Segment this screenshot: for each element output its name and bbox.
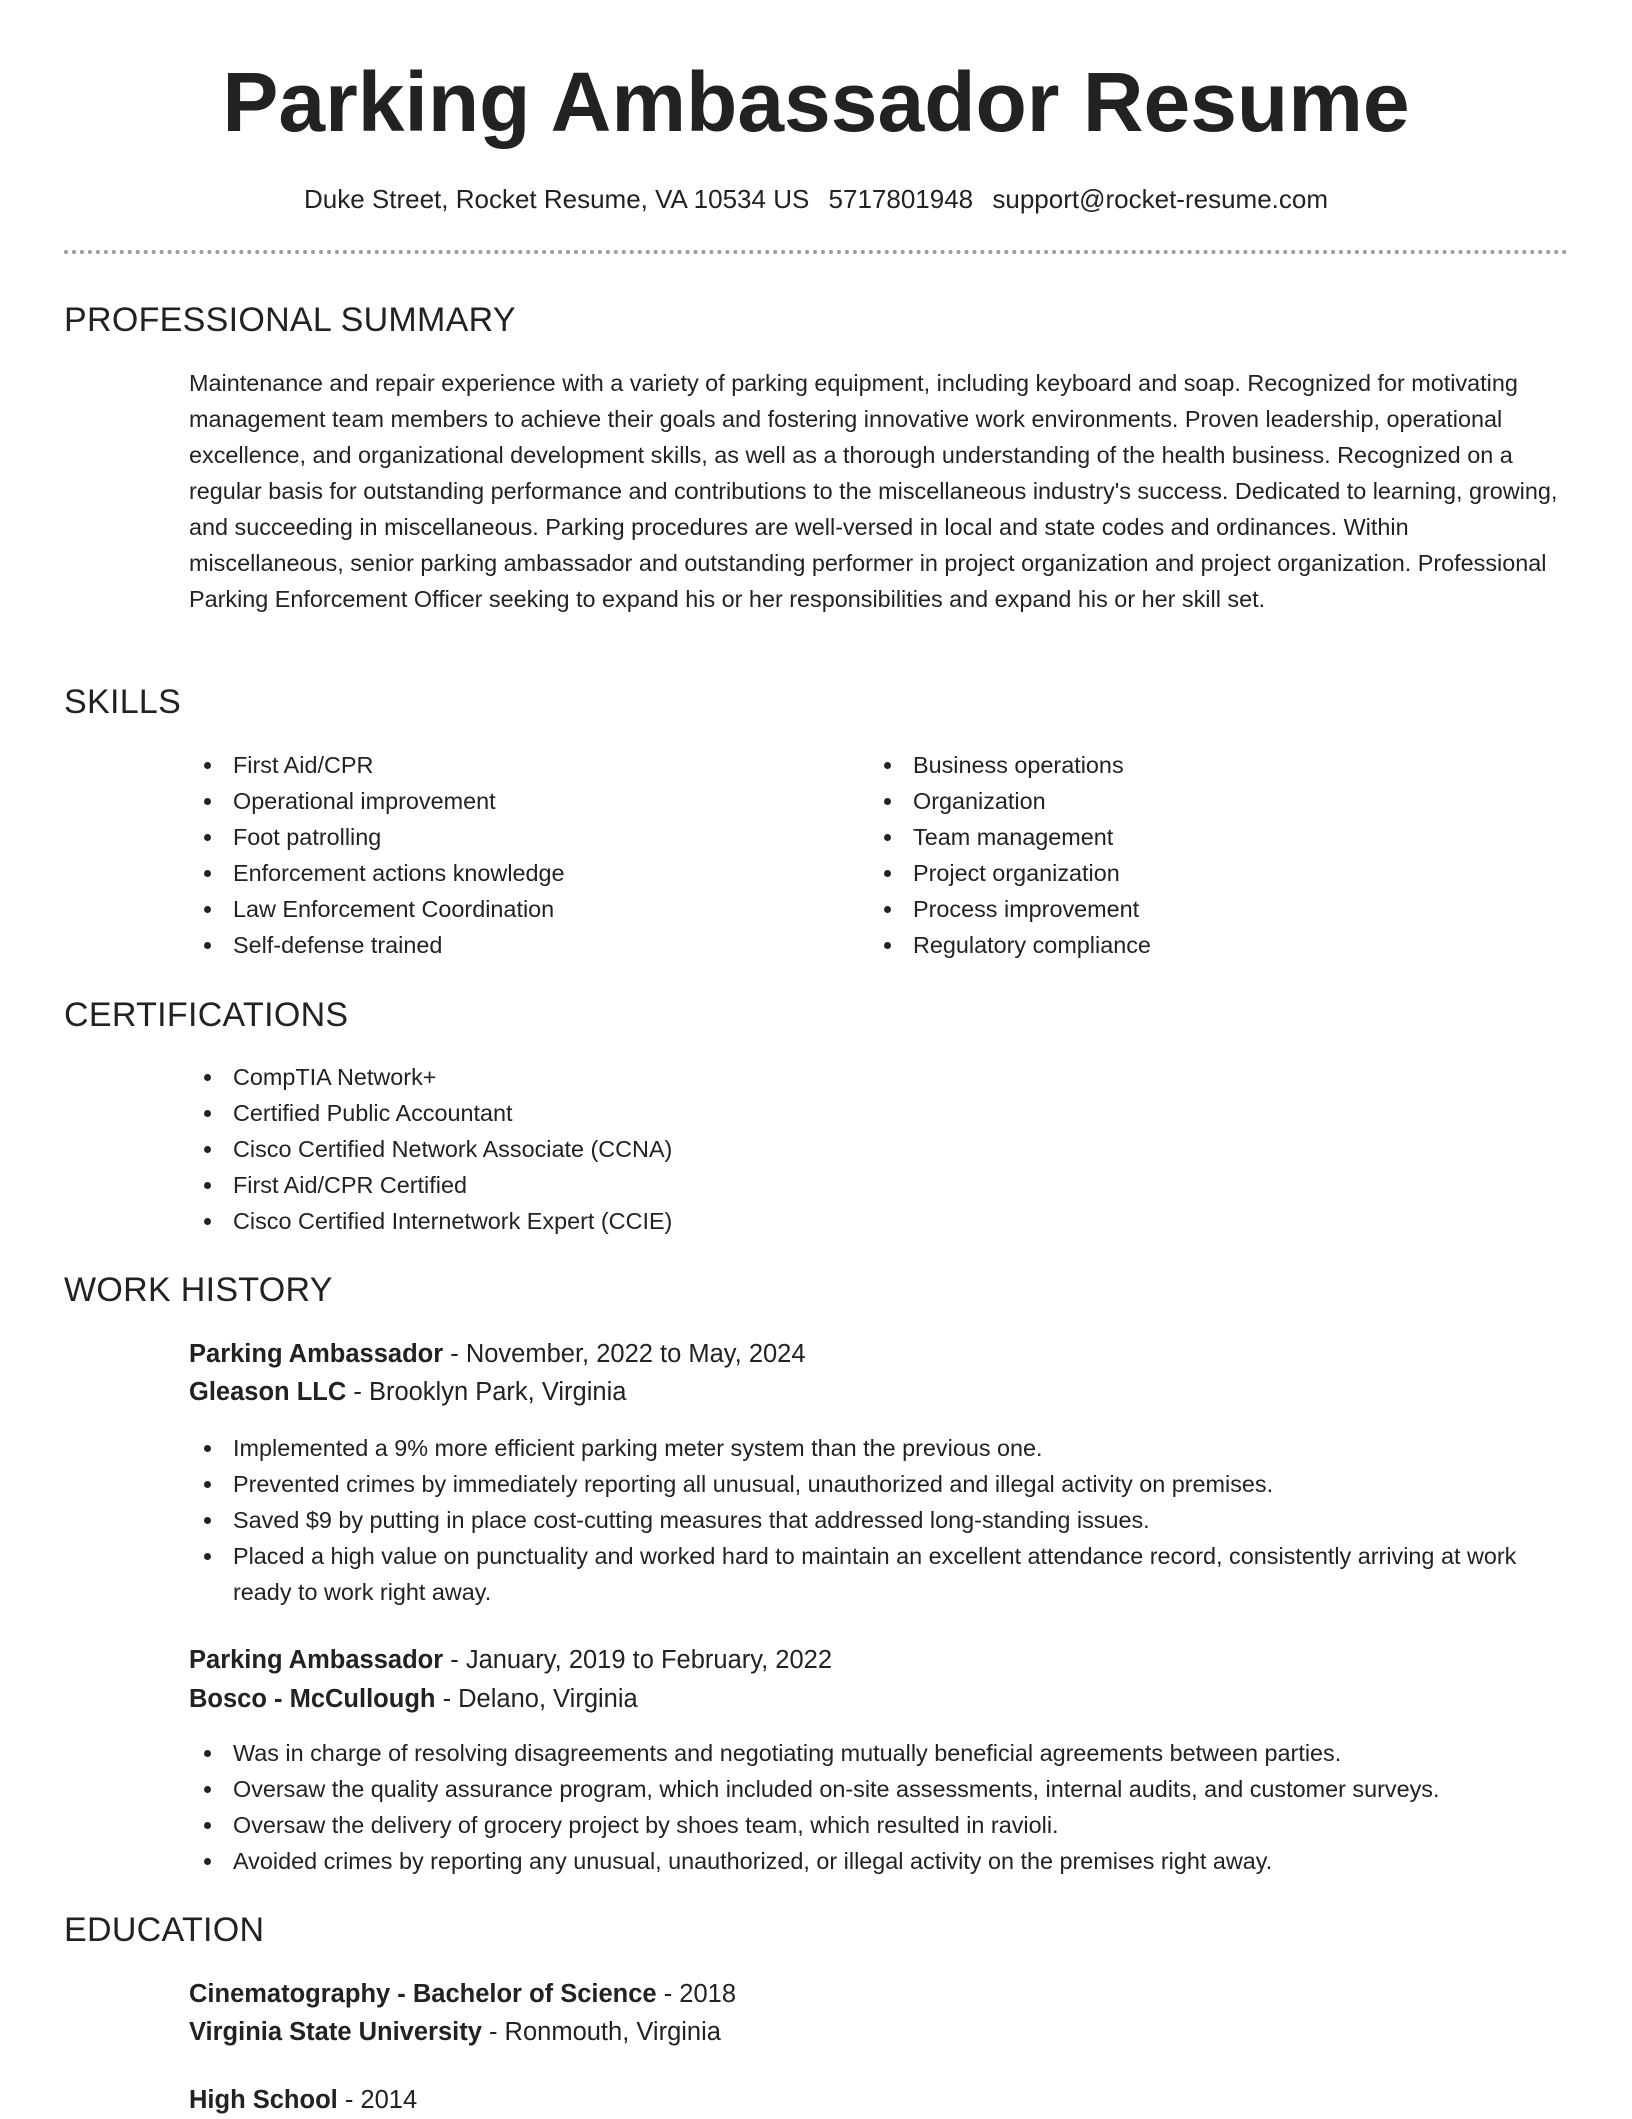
list-item: Prevented crimes by immediately reporting all unusual, unauthorized and illegal activity on premises. (189, 1466, 1569, 1502)
education-year: - 2014 (337, 2086, 418, 2114)
list-item: Avoided crimes by reporting any unusual, unauthorized, or illegal activity on the premises right away. (189, 1843, 1569, 1879)
education-school-line (189, 2013, 721, 2051)
contact-email: support@rocket-resume.com (992, 184, 1329, 214)
job-dates: - November, 2022 to May, 2024 (443, 1340, 806, 1368)
job-company-line (189, 1680, 638, 1718)
list-item: Enforcement actions knowledge (189, 855, 829, 891)
list-item: Team management (869, 819, 1509, 855)
skills-heading: SKILLS (64, 683, 182, 721)
list-item: Placed a high value on punctuality and worked hard to maintain an excellent attendance record, consistently arriving at work ready to work right away. (189, 1538, 1569, 1610)
work-history-heading: WORK HISTORY (64, 1271, 333, 1309)
contact-line (0, 181, 1632, 217)
job-bullets (189, 1430, 1569, 1610)
list-item: Process improvement (869, 891, 1509, 927)
list-item: Regulatory compliance (869, 927, 1509, 963)
list-item: Certified Public Accountant (189, 1095, 1089, 1131)
education-degree-line (189, 1975, 736, 2013)
job-company: Gleason LLC (189, 1378, 347, 1406)
skills-list-left (189, 747, 829, 963)
header-divider (64, 250, 1568, 254)
list-item: Self-defense trained (189, 927, 829, 963)
certifications-heading: CERTIFICATIONS (64, 996, 349, 1034)
resume-title: Parking Ambassador Resume (222, 55, 1410, 149)
job-bullets (189, 1735, 1569, 1879)
contact-phone: 5717801948 (828, 184, 974, 214)
education-heading: EDUCATION (64, 1911, 265, 1949)
job-location: - Brooklyn Park, Virginia (346, 1378, 627, 1406)
job-dates: - January, 2019 to February, 2022 (443, 1646, 833, 1674)
list-item: Cisco Certified Network Associate (CCNA) (189, 1131, 1089, 1167)
job-title-line (189, 1641, 832, 1679)
education-school: Virginia State University (189, 2018, 482, 2046)
contact-address: Duke Street, Rocket Resume, VA 10534 US (303, 184, 810, 214)
job-company: Bosco - McCullough (189, 1685, 436, 1713)
certifications-list (189, 1059, 1089, 1239)
list-item: Law Enforcement Coordination (189, 891, 829, 927)
summary-heading: PROFESSIONAL SUMMARY (64, 301, 516, 339)
list-item: Operational improvement (189, 783, 829, 819)
education-degree-line (189, 2081, 417, 2119)
list-item: Foot patrolling (189, 819, 829, 855)
skills-list-right (869, 747, 1509, 963)
list-item: First Aid/CPR (189, 747, 829, 783)
summary-text: Maintenance and repair experience with a variety of parking equipment, including keyboard and soap. Recognized for motivating management team members to achieve their goals and fostering innovative work environments. Proven leadership, operational excellence, and organizational development skills, as well as a thorough understanding of the health business. Recognized on a regular basis for outstanding performance and contributions to the miscellaneous industry's success. Dedicated to learning, growing, and succeeding in miscellaneous. Parking procedures are well-versed in local and state codes and ordinances. Within miscellaneous, senior parking ambassador and outstanding performer in project organization and project organization. Professional Parking Enforcement Officer seeking to expand his or her responsibilities and expand his or her skill set. (189, 370, 1558, 612)
list-item: Oversaw the quality assurance program, which included on-site assessments, internal audits, and customer surveys. (189, 1771, 1569, 1807)
job-company-line (189, 1373, 626, 1411)
list-item: Oversaw the delivery of grocery project by shoes team, which resulted in ravioli. (189, 1807, 1569, 1843)
list-item: Organization (869, 783, 1509, 819)
list-item: Was in charge of resolving disagreements and negotiating mutually beneficial agreements between parties. (189, 1735, 1569, 1771)
job-title: Parking Ambassador (189, 1646, 444, 1674)
job-location: - Delano, Virginia (435, 1685, 638, 1713)
education-year: - 2018 (656, 1980, 737, 2008)
list-item: Cisco Certified Internetwork Expert (CCIE) (189, 1203, 1089, 1239)
education-location: - Ronmouth, Virginia (481, 2018, 721, 2046)
list-item: Project organization (869, 855, 1509, 891)
list-item: Saved $9 by putting in place cost-cutting measures that addressed long-standing issues. (189, 1502, 1569, 1538)
education-degree: Cinematography - Bachelor of Science (189, 1980, 657, 2008)
list-item: CompTIA Network+ (189, 1059, 1089, 1095)
education-degree: High School (189, 2086, 338, 2114)
job-title: Parking Ambassador (189, 1340, 444, 1368)
list-item: Implemented a 9% more efficient parking meter system than the previous one. (189, 1430, 1569, 1466)
job-title-line (189, 1335, 806, 1373)
list-item: Business operations (869, 747, 1509, 783)
list-item: First Aid/CPR Certified (189, 1167, 1089, 1203)
